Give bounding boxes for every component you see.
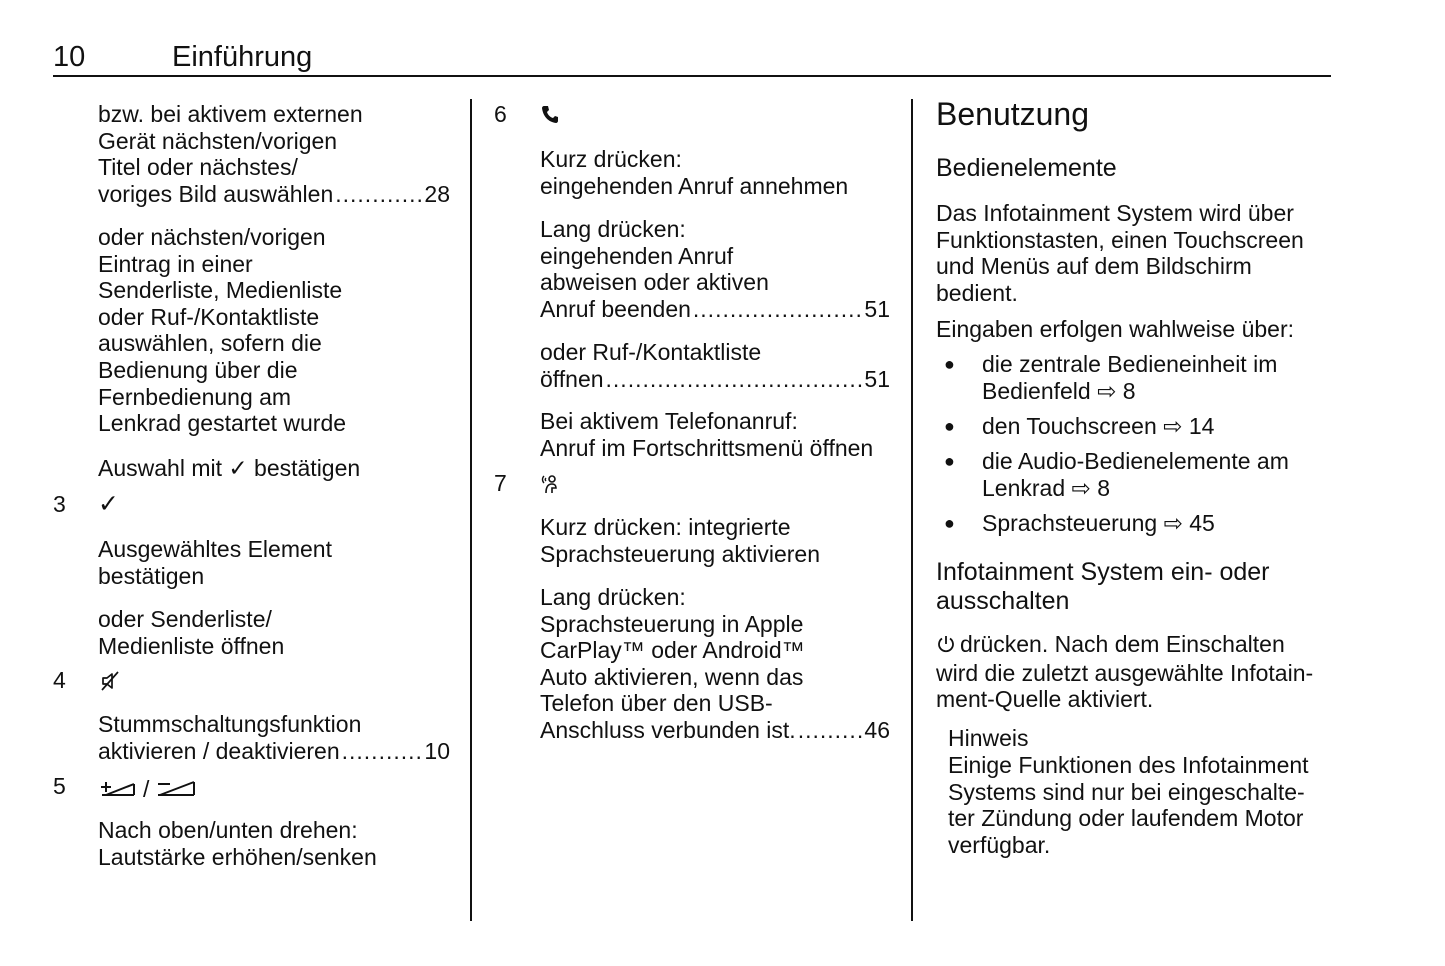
text-line bbox=[982, 510, 1342, 537]
page-reference: 51 bbox=[864, 295, 890, 322]
text-line: wird die zuletzt ausgewählte Infotain- bbox=[936, 659, 1314, 686]
subheading-controls: Bedienelemente bbox=[936, 154, 1117, 182]
text-line bbox=[982, 413, 1342, 440]
page-reference: 14 bbox=[1188, 413, 1215, 439]
phone-icon bbox=[541, 104, 559, 124]
checkmark-icon: ✓ bbox=[98, 490, 119, 518]
item6-paragraph-2 bbox=[540, 216, 890, 322]
page-reference-line bbox=[98, 181, 450, 208]
text-line: Bei aktivem Telefonanruf: bbox=[540, 408, 798, 434]
note-heading: Hinweis bbox=[948, 725, 1029, 751]
text-line: Stummschaltungsfunktion bbox=[98, 711, 362, 737]
bullet-icon: ● bbox=[944, 416, 955, 436]
text-line: verfügbar. bbox=[948, 831, 1051, 858]
text-segment: Auswahl mit bbox=[98, 455, 222, 481]
text-line: Titel oder nächstes/ bbox=[98, 154, 298, 181]
column-divider-1 bbox=[470, 99, 472, 921]
page-reference: 8 bbox=[1122, 377, 1136, 404]
col1-paragraph-3 bbox=[98, 455, 450, 482]
text-line: Lang drücken: bbox=[540, 584, 686, 610]
bullet-icon: ● bbox=[944, 354, 955, 374]
text-line: Systems sind nur bei eingeschalte- bbox=[948, 778, 1305, 805]
dot-leader bbox=[342, 738, 423, 765]
subheading-power bbox=[936, 558, 1336, 616]
text-line: oder nächsten/vorigen bbox=[98, 224, 326, 250]
text-line: ter Zündung oder laufendem Motor bbox=[948, 805, 1304, 832]
col3-paragraph-3 bbox=[936, 631, 1341, 713]
text-line: Einige Funktionen des Infotainment bbox=[948, 752, 1309, 778]
text-line: Sprachsteuerung in Apple bbox=[540, 610, 804, 637]
text-line: ment-Quelle aktiviert. bbox=[936, 686, 1154, 713]
text-line: Infotainment System ein- oder bbox=[936, 558, 1270, 586]
item4-paragraph bbox=[98, 711, 450, 764]
page-reference-line bbox=[540, 296, 890, 323]
col3-paragraph-2 bbox=[936, 316, 1336, 343]
page-reference: 46 bbox=[864, 716, 890, 743]
item6-paragraph-1 bbox=[540, 146, 890, 199]
page-number: 10 bbox=[53, 41, 86, 73]
col1-paragraph-2 bbox=[98, 224, 450, 437]
mute-icon bbox=[100, 670, 122, 692]
item6-paragraph-4 bbox=[540, 408, 900, 461]
item-number-6: 6 bbox=[494, 101, 507, 127]
text-segment: drücken. Nach dem Einschalten bbox=[960, 631, 1285, 657]
section-heading: Benutzung bbox=[936, 96, 1090, 132]
text-line: bestätigen bbox=[98, 562, 205, 589]
page-reference: 51 bbox=[864, 365, 890, 392]
volume-up-icon bbox=[100, 779, 136, 799]
text-line: Anruf im Fortschrittsmenü öffnen bbox=[540, 434, 874, 461]
text-line: Kurz drücken: integrierte bbox=[540, 514, 791, 540]
item5-paragraph bbox=[98, 817, 450, 870]
dot-leader bbox=[798, 717, 863, 744]
text-line: eingehenden Anruf annehmen bbox=[540, 172, 849, 199]
text-line: ausschalten bbox=[936, 587, 1070, 615]
text-line: die Audio-Bedienelemente am bbox=[982, 448, 1289, 474]
text-line: oder Ruf-/Kontaktliste bbox=[540, 339, 762, 365]
text-line bbox=[982, 475, 1342, 502]
text-line: Sprachsteuerung aktivieren bbox=[540, 540, 820, 567]
col1-paragraph-1 bbox=[98, 101, 450, 207]
checkmark-icon: ✓ bbox=[228, 455, 248, 481]
page-ref-arrow-icon: ⇨ bbox=[1163, 510, 1183, 536]
item-number-7: 7 bbox=[494, 470, 507, 496]
text-line: Medienliste öffnen bbox=[98, 632, 285, 659]
item3-paragraph-2 bbox=[98, 606, 450, 659]
text-line bbox=[936, 631, 1341, 660]
page-reference: 10 bbox=[424, 737, 450, 764]
page-title: Einführung bbox=[172, 41, 313, 73]
voice-control-icon bbox=[541, 473, 559, 495]
text-line: Nach oben/unten drehen: bbox=[98, 817, 358, 843]
text-line: bedient. bbox=[936, 279, 1018, 306]
text-line: Lautstärke erhöhen/senken bbox=[98, 843, 377, 870]
item6-paragraph-3 bbox=[540, 339, 890, 392]
note-text bbox=[948, 752, 1338, 858]
page-ref-arrow-icon: ⇨ bbox=[1071, 474, 1091, 501]
text-line: Ausgewähltes Element bbox=[98, 536, 332, 562]
page-ref-arrow-icon: ⇨ bbox=[1163, 413, 1183, 439]
text-line: Eingaben erfolgen wahlweise über: bbox=[936, 316, 1295, 342]
text-line: Lenkrad gestartet wurde bbox=[98, 410, 347, 437]
text-line: Senderliste, Medienliste bbox=[98, 277, 343, 304]
text-line: die zentrale Bedieneinheit im bbox=[982, 351, 1278, 377]
dot-leader bbox=[335, 181, 422, 208]
dot-leader bbox=[606, 366, 863, 393]
text-line: Funktionstasten, einen Touchscreen bbox=[936, 226, 1304, 253]
reference-text: Anruf beenden bbox=[540, 295, 691, 322]
bullet-icon: ● bbox=[944, 513, 955, 533]
volume-down-icon bbox=[156, 779, 196, 799]
item-number-5: 5 bbox=[53, 773, 66, 799]
separator-text: / bbox=[143, 776, 150, 802]
text-segment: Lenkrad bbox=[982, 474, 1066, 501]
text-line: Auto aktivieren, wenn das bbox=[540, 663, 804, 690]
text-line: und Menüs auf dem Bildschirm bbox=[936, 253, 1252, 280]
text-line bbox=[982, 378, 1342, 405]
col3-paragraph-1 bbox=[936, 200, 1336, 306]
item-number-3: 3 bbox=[53, 491, 66, 517]
bullet-icon: ● bbox=[944, 451, 955, 471]
item7-paragraph-1 bbox=[540, 514, 890, 567]
page-reference-line bbox=[540, 366, 890, 393]
dot-leader bbox=[693, 296, 863, 323]
page-reference-line bbox=[98, 738, 450, 765]
reference-text: aktivieren / deaktivieren bbox=[98, 737, 340, 764]
column-divider-2 bbox=[911, 99, 913, 921]
item7-paragraph-2 bbox=[540, 584, 890, 744]
text-line: eingehenden Anruf bbox=[540, 242, 734, 269]
page-reference-line bbox=[540, 717, 890, 744]
reference-text: öffnen bbox=[540, 365, 604, 392]
reference-text: Anschluss verbunden ist. bbox=[540, 716, 796, 743]
text-line: Telefon über den USB- bbox=[540, 690, 773, 717]
text-line bbox=[98, 455, 450, 482]
column-1 bbox=[0, 0, 470, 966]
text-line: oder Senderliste/ bbox=[98, 606, 272, 632]
text-segment: Bedienfeld bbox=[982, 377, 1091, 404]
text-segment: den Touchscreen bbox=[982, 413, 1157, 439]
page-reference: 28 bbox=[424, 180, 450, 207]
text-line: Bedienung über die bbox=[98, 356, 298, 383]
reference-text: voriges Bild auswählen bbox=[98, 180, 334, 207]
volume-icons bbox=[100, 776, 196, 802]
text-line: Das Infotainment System wird über bbox=[936, 200, 1294, 226]
page-reference: 45 bbox=[1189, 510, 1215, 536]
text-line: Kurz drücken: bbox=[540, 146, 682, 172]
page-ref-arrow-icon: ⇨ bbox=[1097, 377, 1117, 404]
page-reference: 8 bbox=[1097, 474, 1110, 501]
text-line: auswählen, sofern die bbox=[98, 330, 322, 357]
text-segment: Sprachsteuerung bbox=[982, 510, 1158, 536]
text-line: CarPlay™ oder Android™ bbox=[540, 637, 805, 664]
power-icon bbox=[936, 633, 956, 660]
text-line: Eintrag in einer bbox=[98, 250, 253, 277]
text-line: abweisen oder aktiven bbox=[540, 269, 769, 296]
item3-paragraph-1 bbox=[98, 536, 450, 589]
item-number-4: 4 bbox=[53, 667, 66, 693]
text-line: Lang drücken: bbox=[540, 216, 686, 242]
text-line: bzw. bei aktivem externen bbox=[98, 101, 363, 127]
text-line: Fernbedienung am bbox=[98, 383, 292, 410]
text-line: Gerät nächsten/vorigen bbox=[98, 127, 338, 154]
text-line: oder Ruf-/Kontaktliste bbox=[98, 303, 320, 330]
text-segment: bestätigen bbox=[254, 455, 361, 481]
